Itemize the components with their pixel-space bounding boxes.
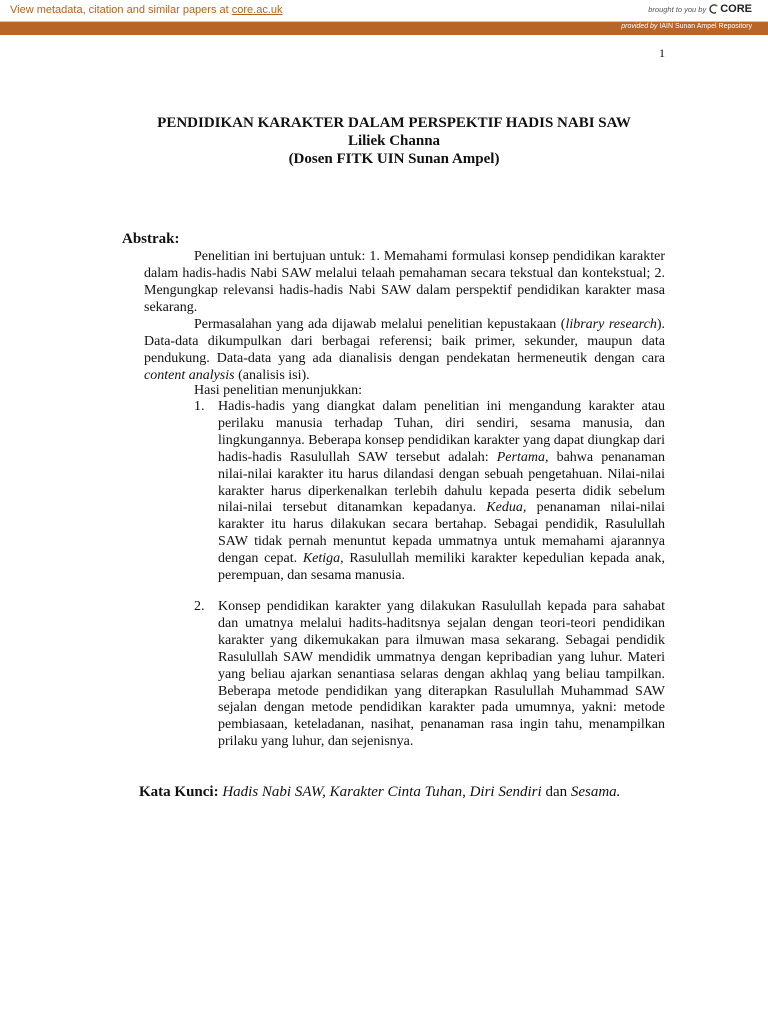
keywords (139, 784, 620, 801)
item1-text-a: Hadis-hadis yang diangkat dalam penelitian ini mengandung karakter atau perilaku manusia terhadap Tuhan, diri sendiri, sesama manusia, dan lingkungannya. Beberapa konsep pendidikan karakter yang dapat diungkap dari hadis-hadis Rasulullah SAW tersebut adalah: (218, 399, 665, 465)
item1-text-c: bahwa penanaman nilai-nilai karakter itu harus dilandasi dengan sebuah pengetahuan. Nilai-nilai karakter harus diperkenalkan terlebih dahulu kepada peserta didik sebelum nilai-nilai tersebut ditanamkan kepadanya. (218, 449, 665, 516)
item1-italic-ketiga: Ketiga (302, 551, 341, 567)
core-link-domain[interactable]: core.ac.uk (231, 4, 283, 16)
abstract-paragraph-1: Penelitian ini bertujuan untuk: 1. Memahami formulasi konsep pendidikan karakter dalam hadis-hadis Nabi SAW melalui telaah pemahaman secara tekstual dan kontekstual; 2. Mengungkap relevansi hadis-hadis Nabi SAW dalam perspektif pendidikan karakter masa sekarang. (144, 249, 665, 315)
keywords-terms: Hadis Nabi SAW, Karakter Cinta Tuhan, Diri Sendiri (222, 784, 542, 800)
provided-by-source: IAIN Sunan Ampel Repository (659, 23, 752, 30)
provided-by-label: provided by (621, 23, 658, 30)
author-affiliation: (Dosen FITK UIN Sunan Ampel) (288, 151, 500, 167)
list-item-text (218, 399, 665, 585)
item1-text-e: penanaman nilai-nilai karakter itu harus dilakukan secara bertahap. Sebagai pendidik, Rasulullah SAW tidak pernah menuntut kepada ummatnya untuk memahami ajarannya dengan cepat. (218, 500, 665, 567)
abstract-paragraph-2 (144, 317, 665, 385)
provided-by-bar (0, 22, 768, 35)
core-logo-icon (709, 4, 718, 14)
list-number: 2. (194, 599, 205, 614)
paper-title: PENDIDIKAN KARAKTER DALAM PERSPEKTIF HADIS NABI SAW (157, 115, 631, 131)
keywords-last-term: Sesama. (570, 784, 621, 800)
brought-by-label: brought to you by (648, 4, 707, 14)
results-intro: Hasi penelitian menunjukkan: (194, 383, 362, 398)
paper-author: Liliek Channa (347, 133, 441, 149)
p2-text-a: Permasalahan yang ada dijawab melalui penelitian kepustakaan ( (194, 317, 566, 332)
list-number: 1. (194, 399, 205, 414)
core-banner (0, 0, 768, 22)
item1-text-g: , Rasulullah memiliki karakter kepedulian kepada anak, perempuan, dan sesama manusia. (218, 551, 665, 584)
brought-by (648, 3, 752, 15)
keywords-connector: dan (541, 784, 571, 800)
core-logo-text: CORE (720, 3, 752, 15)
p2-italic-library-research: library research (565, 317, 657, 332)
core-metadata-link[interactable] (10, 4, 283, 16)
list-item-text: Konsep pendidikan karakter yang dilakukan Rasulullah kepada para sahabat dan umatnya melalui hadits-haditsnya sejalan dengan teori-teori pendidikan karakter yang dikemukakan para ilmuwan masa sekarang. Sebagai pendidik Rasulullah SAW mendidik ummatnya dengan kepribadian yang luhur. Materi yang beliau ajarkan senantiasa selaras dengan akhlaq yang beliau tampilkan. Beberapa metode pendidikan yang diterapkan Rasulullah Muhammad SAW sejalan dengan metode pendidikan karakter pada umumnya, yakni: metode pembiasaan, keteladanan, nasihat, penanaman rasa ingin tahu, menampilkan prilaku yang luhur, dan sejenisnya. (218, 599, 665, 750)
p2-text-e: (analisis isi). (234, 367, 310, 383)
keywords-label: Kata Kunci: (139, 784, 219, 800)
core-link-prefix: View metadata, citation and similar papers at (10, 4, 232, 16)
item1-italic-pertama: Pertama, (496, 449, 549, 465)
core-logo[interactable] (709, 3, 752, 15)
p2-italic-content-analysis: content analysis (144, 367, 235, 383)
abstract-heading: Abstrak: (122, 231, 180, 247)
title-block (0, 114, 768, 168)
item1-italic-kedua: Kedua, (486, 500, 527, 516)
provided-by-text[interactable] (621, 23, 752, 30)
p2-text-c: ). Data-data dikumpulkan dari berbagai referensi; baik primer, sekunder, maupun data pendukung. Data-data yang ada dianalisis dengan pendekatan hermeneutik dengan cara (144, 317, 665, 366)
page-number: 1 (659, 46, 665, 60)
